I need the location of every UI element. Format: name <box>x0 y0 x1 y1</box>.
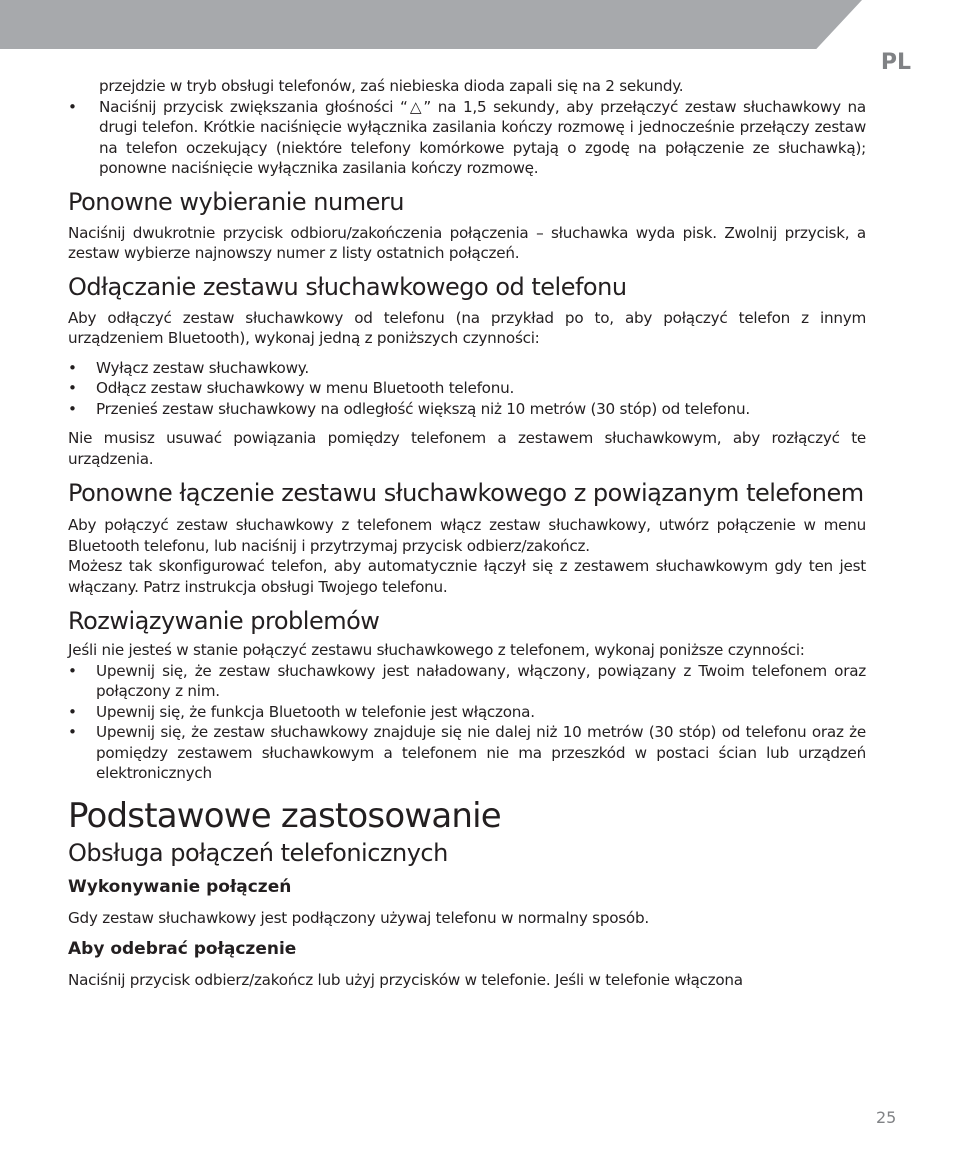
making-calls-text: Gdy zestaw słuchawkowy jest podłączony używaj telefonu w normalny sposób. <box>68 908 649 927</box>
reconnect-text-1: Aby połączyć zestaw słuchawkowy z telefonem włącz zestaw słuchawkowy, utwórz połączenie w menu Bluetooth telefonu, lub naciśnij i przytrzymaj przycisk odbierz/zakończ. <box>68 516 866 555</box>
list-item: • Odłącz zestaw słuchawkowy w menu Bluetooth telefonu. <box>68 379 515 397</box>
header-bar <box>0 0 862 49</box>
basic-title: Podstawowe zastosowanie <box>68 795 501 836</box>
troubleshooting-text: Jeśli nie jesteś w stanie połączyć zestawu słuchawkowego z telefonem, wykonaj poniższe czynności: <box>68 641 805 659</box>
page-number: 25 <box>876 1108 897 1127</box>
bullet-icon: • <box>68 702 77 721</box>
bullet-icon: • <box>68 723 77 741</box>
reconnect-heading: Ponowne łączenie zestawu słuchawkowego z powiązanym telefonem <box>68 479 864 507</box>
bullet-icon: • <box>68 661 77 680</box>
list-item: • Naciśnij przycisk zwiększania głośności “△” na 1,5 sekundy, aby przełączyć zestaw słuchawkowy na drugi telefon. Krótkie naciśnięcie wyłącznika zasilania kończy rozmowę i jednocześnie przełączy zestaw na telefon oczekujący (niektóre telefony komórkowe pytają o zgodę na połączenie ze słuchawką); ponowne naciśnięcie wyłącznika zasilania kończy rozmowę. <box>68 97 866 177</box>
reconnect-text-2: Możesz tak skonfigurować telefon, aby automatycznie łączył się z zestawem słuchawkowym gdy ten jest włączany. Patrz instrukcja obsługi Twojego telefonu. <box>68 557 866 596</box>
intro-continuation: przejdzie w tryb obsługi telefonów, zaś niebieska dioda zapali się na 2 sekundy. <box>99 77 684 95</box>
list-item: • Upewnij się, że zestaw słuchawkowy jest naładowany, włączony, powiązany z Twoim telefonem oraz połączony z nim. <box>68 661 866 700</box>
answer-heading: Aby odebrać połączenie <box>68 939 297 959</box>
list-item: • Upewnij się, że zestaw słuchawkowy znajduje się nie dalej niż 10 metrów (30 stóp) od telefonu oraz że pomiędzy zestawem słuchawkowym a telefonem nie ma przeszkód w postaci ścian lub urządzeń elektronicznych <box>68 723 866 782</box>
bullet-icon: • <box>68 97 77 116</box>
bullet-icon: • <box>68 399 77 418</box>
intro-list <box>68 97 866 179</box>
redial-heading: Ponowne wybieranie numeru <box>68 187 404 216</box>
troubleshooting-list <box>68 661 866 784</box>
bullet-icon: • <box>68 379 77 397</box>
disconnect-note: Nie musisz usuwać powiązania pomiędzy telefonem a zestawem słuchawkowym, aby rozłączyć te urządzenia. <box>68 429 866 468</box>
language-label: PL <box>880 50 911 75</box>
list-item: • Wyłącz zestaw słuchawkowy. <box>68 358 309 377</box>
list-item: • Upewnij się, że funkcja Bluetooth w telefonie jest włączona. <box>68 702 535 721</box>
answer-text: Naciśnij przycisk odbierz/zakończ lub użyj przycisków w telefonie. Jeśli w telefonie włączona <box>68 971 743 989</box>
calls-heading: Obsługa połączeń telefonicznych <box>68 838 448 867</box>
list-item: • Przenieś zestaw słuchawkowy na odległość większą niż 10 metrów (30 stóp) od telefonu. <box>68 399 750 418</box>
disconnect-heading: Odłączanie zestawu słuchawkowego od telefonu <box>68 272 627 301</box>
page-content <box>68 76 866 991</box>
disconnect-list <box>68 358 866 420</box>
troubleshooting-heading: Rozwiązywanie problemów <box>68 607 380 635</box>
redial-text: Naciśnij dwukrotnie przycisk odbioru/zakończenia połączenia – słuchawka wyda pisk. Zwolnij przycisk, a zestaw wybierze najnowszy numer z listy ostatnich połączeń. <box>68 223 866 262</box>
disconnect-text: Aby odłączyć zestaw słuchawkowy od telefonu (na przykład po to, aby połączyć telefon z innym urządzeniem Bluetooth), wykonaj jedną z poniższych czynności: <box>68 308 866 347</box>
bullet-icon: • <box>68 358 77 377</box>
making-calls-heading: Wykonywanie połączeń <box>68 876 292 897</box>
